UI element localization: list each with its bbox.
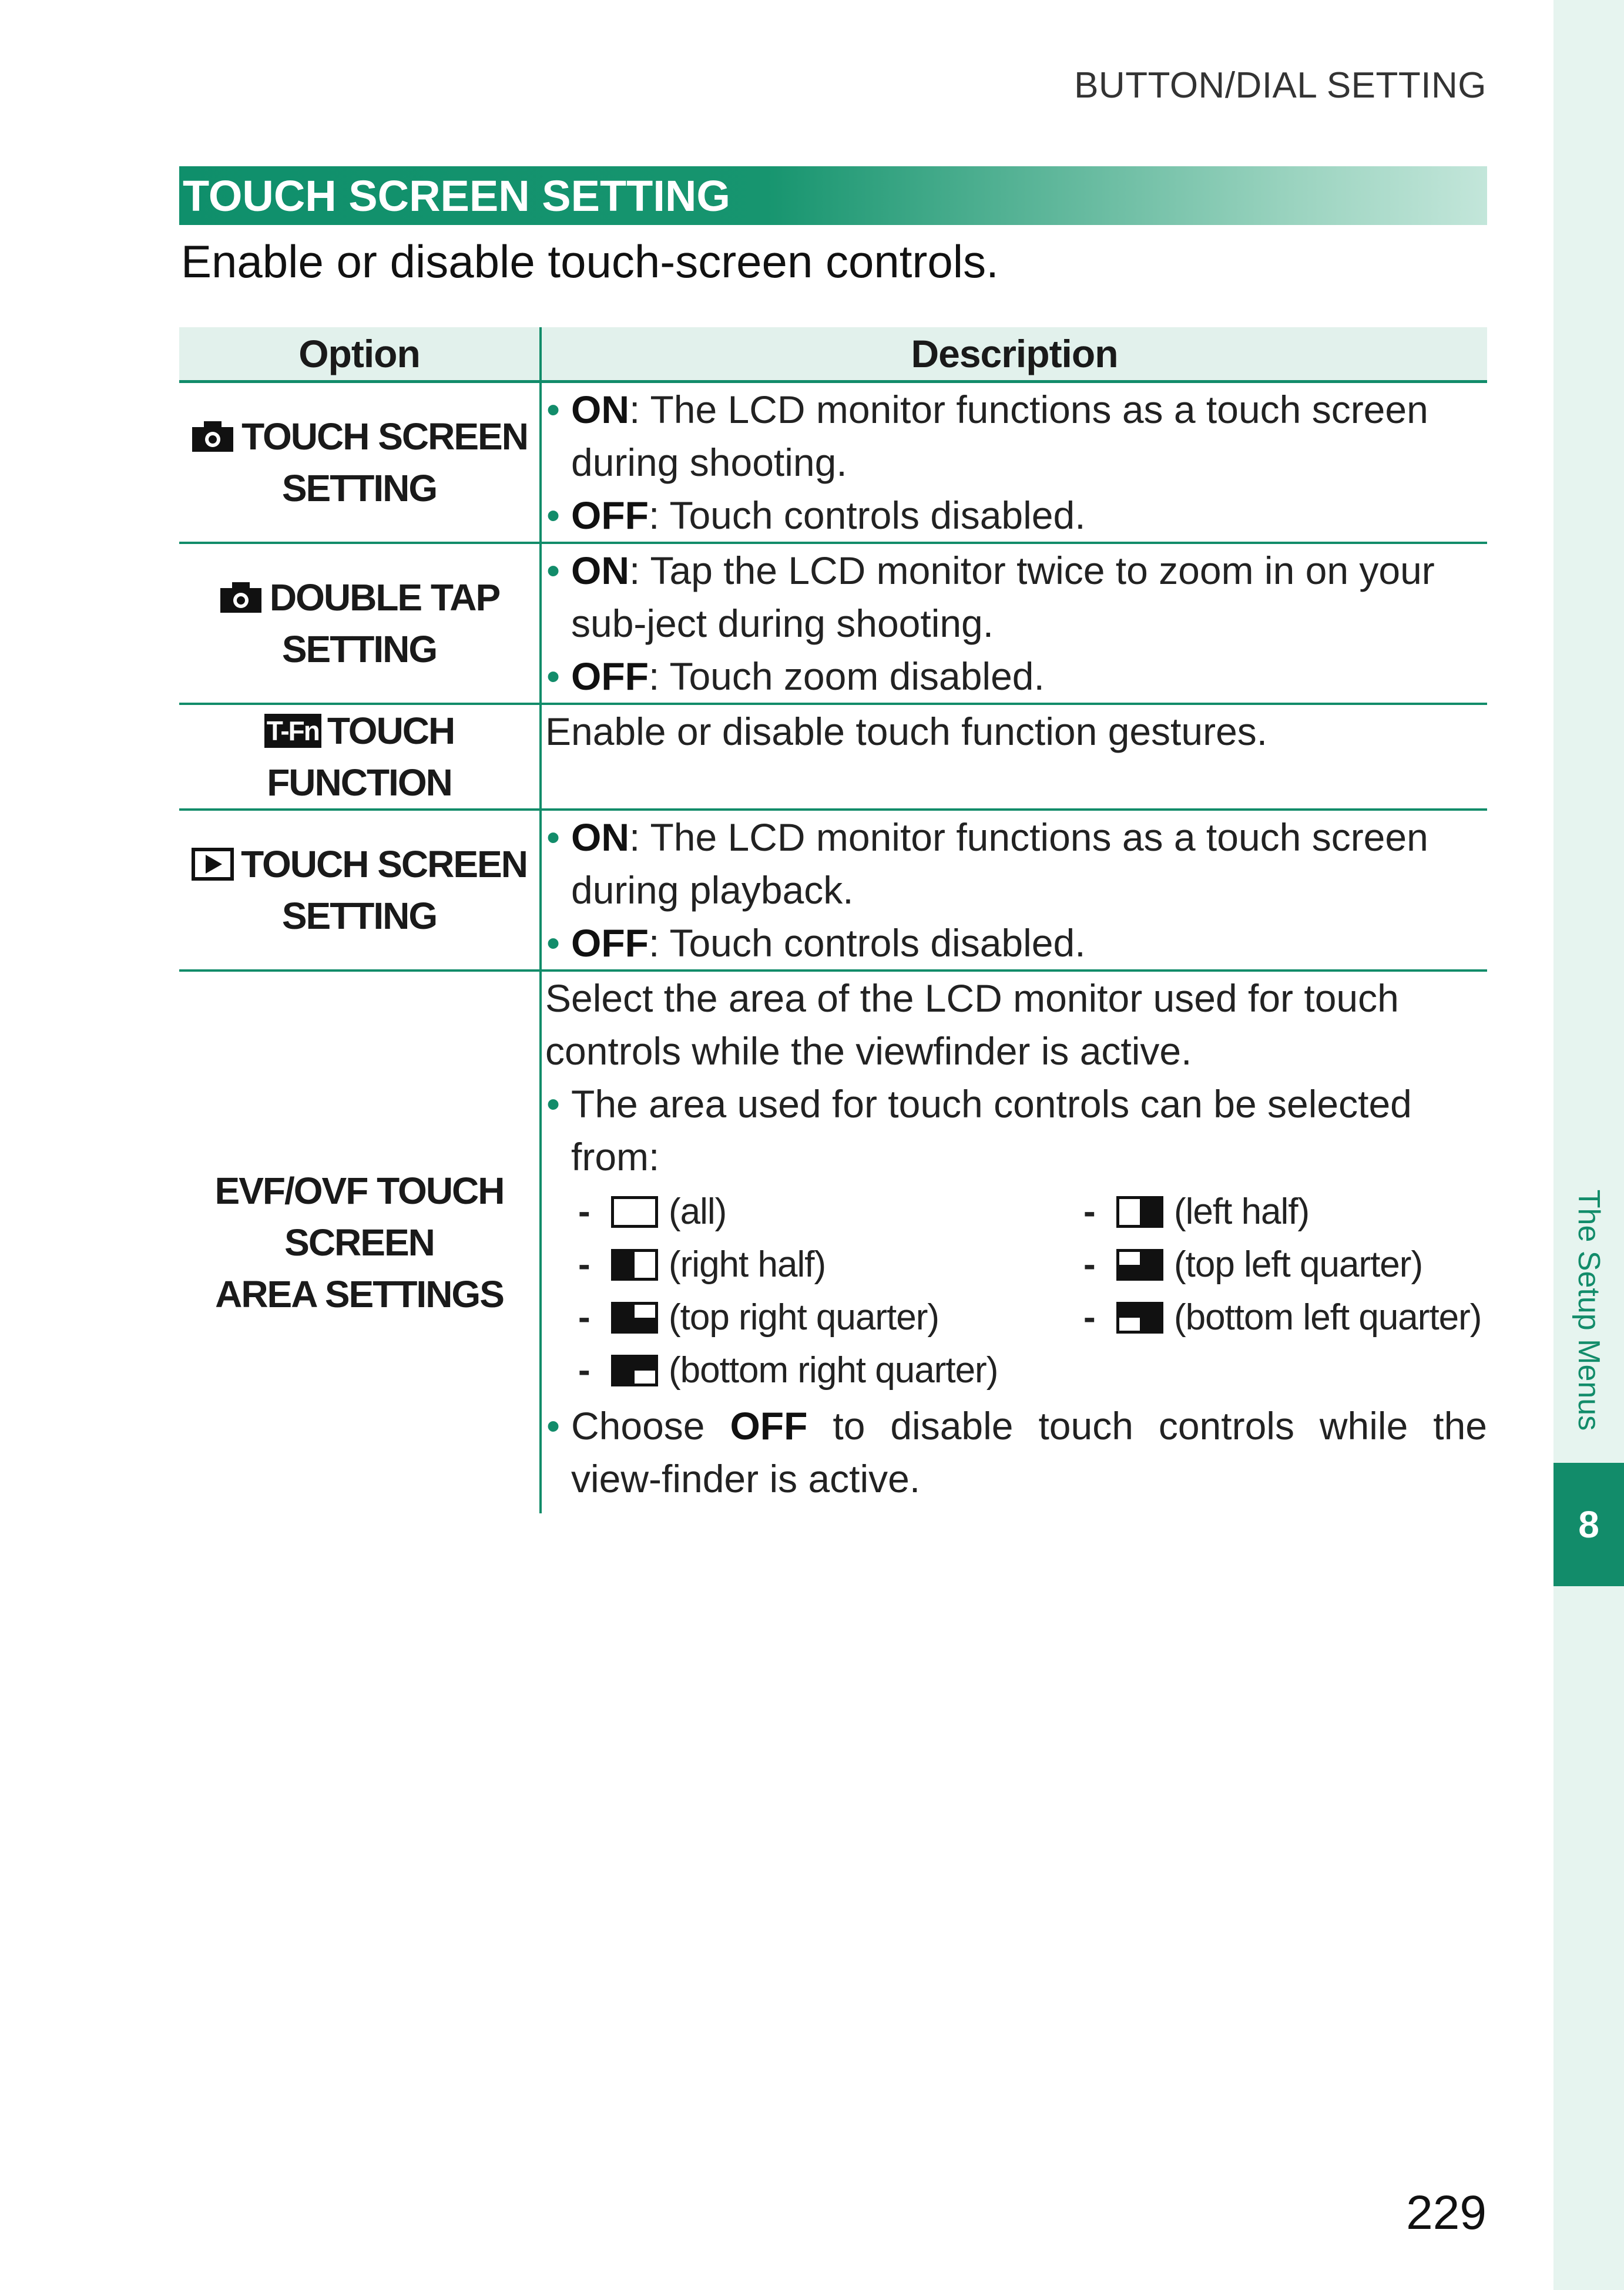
options-table bbox=[179, 327, 1487, 1513]
area-option-bottom-left-quarter: - (bottom left quarter) bbox=[1083, 1297, 1482, 1338]
camera-icon bbox=[219, 581, 263, 614]
playback-icon bbox=[192, 848, 234, 881]
section-title: TOUCH SCREEN SETTING bbox=[179, 166, 1487, 225]
list-item: • OFF: Touch zoom disabled. bbox=[545, 650, 1487, 703]
option-header: Option bbox=[179, 327, 541, 382]
chapter-tab[interactable]: 8 bbox=[1553, 1463, 1624, 1586]
area-option-top-left-quarter: - (top left quarter) bbox=[1083, 1244, 1423, 1285]
list-item: • OFF: Touch controls disabled. bbox=[545, 489, 1487, 542]
camera-icon bbox=[191, 420, 234, 453]
area-all-icon bbox=[611, 1196, 658, 1228]
area-bottom-left-quarter-icon bbox=[1116, 1302, 1163, 1334]
intro-text: Enable or disable touch-screen controls. bbox=[181, 236, 999, 287]
section-label: The Setup Menus bbox=[1572, 1189, 1606, 1431]
area-options bbox=[545, 1186, 1487, 1397]
description-cell bbox=[541, 382, 1487, 543]
option-cell: TOUCH SCREEN SETTING bbox=[179, 810, 541, 971]
area-top-right-quarter-icon bbox=[611, 1302, 658, 1334]
area-option-right-half: - (right half) bbox=[578, 1244, 826, 1285]
option-cell: EVF/OVF TOUCH SCREEN AREA SETTINGS bbox=[179, 971, 541, 1513]
table-row bbox=[179, 543, 1487, 704]
area-description: Select the area of the LCD monitor used for touch controls while the viewfinder is active. bbox=[545, 976, 1399, 1073]
page-number: 229 bbox=[1406, 2186, 1487, 2239]
area-bottom-right-quarter-icon bbox=[611, 1355, 658, 1386]
area-top-left-quarter-icon bbox=[1116, 1249, 1163, 1281]
area-option-left-half: - (left half) bbox=[1083, 1191, 1310, 1232]
list-item: • ON: The LCD monitor functions as a touch screen during playback. bbox=[545, 811, 1487, 916]
t-fn-icon: T-Fn bbox=[264, 714, 321, 748]
running-header: BUTTON/DIAL SETTING bbox=[1074, 65, 1487, 106]
description-cell bbox=[541, 971, 1487, 1513]
option-cell: TOUCH SCREEN SETTING bbox=[179, 382, 541, 543]
table-row bbox=[179, 971, 1487, 1513]
table-row bbox=[179, 382, 1487, 543]
list-item: • OFF: Touch controls disabled. bbox=[545, 916, 1487, 969]
area-left-half-icon bbox=[1116, 1196, 1163, 1228]
option-cell: DOUBLE TAP SETTING bbox=[179, 543, 541, 704]
table-row bbox=[179, 810, 1487, 971]
area-option-all: - (all) bbox=[578, 1191, 727, 1232]
list-item: • Choose OFF to disable touch controls while the view-finder is active. bbox=[545, 1399, 1487, 1505]
area-option-top-right-quarter: - (top right quarter) bbox=[578, 1297, 939, 1338]
area-right-half-icon bbox=[611, 1249, 658, 1281]
description-cell bbox=[541, 543, 1487, 704]
description-cell: Enable or disable touch function gestures. bbox=[541, 704, 1487, 810]
list-item: • The area used for touch controls can be selected from: bbox=[545, 1077, 1487, 1183]
side-strip bbox=[1553, 0, 1624, 2290]
table-row bbox=[179, 704, 1487, 810]
description-cell bbox=[541, 810, 1487, 971]
area-option-bottom-right-quarter: - (bottom right quarter) bbox=[578, 1350, 998, 1391]
description-header: Description bbox=[541, 327, 1487, 382]
list-item: • ON: Tap the LCD monitor twice to zoom in on your sub-ject during shooting. bbox=[545, 544, 1487, 650]
list-item: • ON: The LCD monitor functions as a touch screen during shooting. bbox=[545, 383, 1487, 489]
table-header-row bbox=[179, 327, 1487, 382]
option-cell: T-Fn TOUCH FUNCTION bbox=[179, 704, 541, 810]
